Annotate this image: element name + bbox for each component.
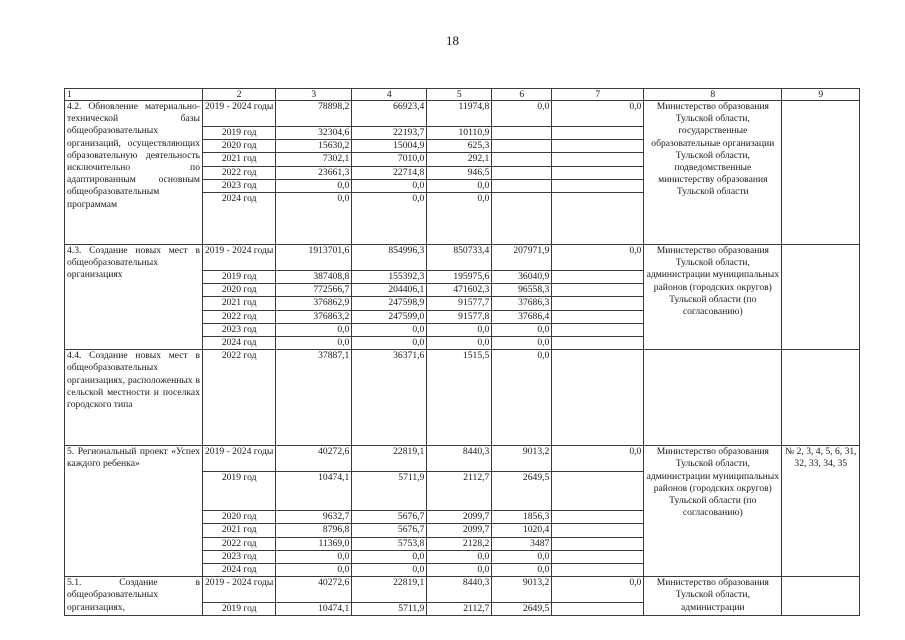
funding-value-c6: 2649,5 (492, 472, 552, 511)
funding-value-c5: 471602,3 (427, 284, 492, 297)
funding-value-c4: 854996,3 (352, 245, 427, 271)
funding-value-c5: 850733,4 (427, 245, 492, 271)
funding-value-c6: 1856,3 (492, 511, 552, 524)
funding-value-c4: 0,0 (352, 179, 427, 192)
funding-value-c7: 0,0 (552, 101, 644, 127)
funding-value-c3: 0,0 (276, 337, 352, 350)
period-cell (203, 245, 276, 271)
funding-value-c5: 1515,5 (427, 350, 492, 446)
period-label: 2021 год (221, 297, 257, 309)
table-row (65, 101, 860, 127)
activity-name-cell (65, 577, 203, 616)
period-cell (203, 472, 276, 511)
period-label: 2021 год (221, 524, 257, 536)
period-label: 2019 - 2024 годы (205, 245, 274, 257)
column-number-8: 8 (644, 89, 782, 101)
funding-value-c3: 772566,7 (276, 284, 352, 297)
period-cell (203, 101, 276, 127)
period-label: 2019 - 2024 годы (205, 446, 274, 458)
table-row (65, 446, 860, 472)
funding-value-c4: 66923,4 (352, 101, 427, 127)
period-label: 2023 год (221, 179, 257, 191)
period-label: 2019 год (221, 271, 257, 283)
period-label: 2022 год (221, 166, 257, 178)
period-label: 2019 год (221, 603, 257, 615)
funding-value-c7 (552, 153, 644, 166)
responsible-cell (644, 577, 782, 616)
period-cell (203, 153, 276, 166)
funding-value-c5: 2112,7 (427, 603, 492, 616)
funding-value-c4: 0,0 (352, 550, 427, 563)
funding-value-c5: 11974,8 (427, 101, 492, 127)
funding-value-c6 (492, 127, 552, 140)
period-cell (203, 140, 276, 153)
funding-value-c6: 37686,4 (492, 310, 552, 323)
funding-value-c7 (552, 310, 644, 323)
funding-value-c7: 0,0 (552, 577, 644, 603)
funding-value-c6: 0,0 (492, 550, 552, 563)
funding-value-c3: 32304,6 (276, 127, 352, 140)
funding-value-c6: 0,0 (492, 323, 552, 336)
funding-value-c3: 9632,7 (276, 511, 352, 524)
period-cell (203, 550, 276, 563)
funding-value-c6: 1020,4 (492, 524, 552, 537)
funding-value-c6: 0,0 (492, 350, 552, 446)
column-number-9: 9 (782, 89, 860, 101)
funding-value-c4: 5711,9 (352, 472, 427, 511)
funding-value-c6: 37686,3 (492, 297, 552, 310)
period-cell (203, 127, 276, 140)
activity-name: 5. Региональный проект «Успех каждого ребенка» (67, 446, 200, 470)
period-cell (203, 564, 276, 577)
funding-value-c3: 11369,0 (276, 537, 352, 550)
funding-value-c5: 2112,7 (427, 472, 492, 511)
period-cell (203, 193, 276, 245)
funding-value-c7 (552, 337, 644, 350)
funding-value-c5: 195975,6 (427, 271, 492, 284)
funding-value-c6 (492, 193, 552, 245)
funding-value-c4: 5753,8 (352, 537, 427, 550)
funding-value-c5: 2128,2 (427, 537, 492, 550)
period-cell (203, 446, 276, 472)
funding-value-c3: 376862,9 (276, 297, 352, 310)
activity-name-cell (65, 245, 203, 350)
funding-value-c5: 292,1 (427, 153, 492, 166)
funding-value-c7 (552, 472, 644, 511)
activity-name: 4.2. Обновление материально-технической базы общеобразовательных организаций, осуществляющих образовательную деятельность исключительно по адаптированным основным общеобразовательным программам (67, 101, 200, 210)
period-cell (203, 271, 276, 284)
period-label: 2024 год (221, 564, 257, 576)
funding-value-c4: 0,0 (352, 564, 427, 577)
funding-value-c5: 0,0 (427, 323, 492, 336)
funding-value-c5: 0,0 (427, 193, 492, 245)
activity-name: 4.4. Создание новых мест в общеобразовательных организациях, расположенных в сельской местности и поселках городского типа (67, 350, 200, 411)
funding-value-c3: 387408,8 (276, 271, 352, 284)
funding-value-c3: 0,0 (276, 193, 352, 245)
funding-value-c5: 2099,7 (427, 524, 492, 537)
funding-value-c4: 0,0 (352, 323, 427, 336)
funding-value-c3: 10474,1 (276, 472, 352, 511)
responsible-executor: Министерство образования Тульской области, государственные образовательные организации Тульской области, подведомственные министерству образования Тульской области (651, 101, 775, 198)
period-cell (203, 284, 276, 297)
funding-value-c3: 0,0 (276, 179, 352, 192)
funding-value-c7 (552, 193, 644, 245)
funding-value-c5: 0,0 (427, 550, 492, 563)
funding-value-c7 (552, 127, 644, 140)
funding-value-c5: 0,0 (427, 337, 492, 350)
funding-value-c3: 23661,3 (276, 166, 352, 179)
period-cell (203, 524, 276, 537)
funding-value-c7 (552, 550, 644, 563)
period-cell (203, 166, 276, 179)
responsible-cell (644, 350, 782, 446)
funding-value-c6: 3487 (492, 537, 552, 550)
funding-value-c4: 247598,9 (352, 297, 427, 310)
funding-value-c3: 0,0 (276, 323, 352, 336)
indicator-numbers: № 2, 3, 4, 5, 6, 31, 32, 33, 34, 35 (785, 446, 857, 470)
funding-value-c3: 40272,6 (276, 446, 352, 472)
funding-value-c4: 22714,8 (352, 166, 427, 179)
funding-value-c7 (552, 537, 644, 550)
funding-value-c3: 1913701,6 (276, 245, 352, 271)
funding-value-c3: 0,0 (276, 550, 352, 563)
funding-value-c5: 2099,7 (427, 511, 492, 524)
funding-value-c4: 204406,1 (352, 284, 427, 297)
funding-value-c6 (492, 179, 552, 192)
funding-value-c5: 0,0 (427, 564, 492, 577)
funding-value-c4: 155392,3 (352, 271, 427, 284)
period-cell (203, 337, 276, 350)
funding-value-c7 (552, 284, 644, 297)
funding-value-c3: 7302,1 (276, 153, 352, 166)
activity-name: 5.1. Создание в общеобразовательных организациях, (67, 577, 200, 613)
period-cell (203, 603, 276, 616)
period-cell (203, 511, 276, 524)
funding-value-c5: 91577,7 (427, 297, 492, 310)
funding-value-c4: 36371,6 (352, 350, 427, 446)
column-number-3: 3 (276, 89, 352, 101)
activity-name-cell (65, 446, 203, 577)
funding-value-c5: 8440,3 (427, 577, 492, 603)
activity-name: 4.3. Создание новых мест в общеобразовательных организациях (67, 245, 200, 281)
funding-value-c4: 15004,9 (352, 140, 427, 153)
funding-value-c3: 8796,8 (276, 524, 352, 537)
funding-value-c4: 22819,1 (352, 446, 427, 472)
funding-value-c6: 0,0 (492, 337, 552, 350)
funding-value-c3: 40272,6 (276, 577, 352, 603)
activity-name-cell (65, 101, 203, 245)
indicators-cell (782, 245, 860, 350)
period-label: 2019 год (221, 472, 257, 484)
funding-value-c5: 0,0 (427, 179, 492, 192)
funding-value-c7 (552, 271, 644, 284)
period-label: 2024 год (221, 193, 257, 205)
funding-value-c4: 247599,0 (352, 310, 427, 323)
period-cell (203, 350, 276, 446)
period-cell (203, 179, 276, 192)
indicators-cell (782, 350, 860, 446)
funding-value-c3: 78898,2 (276, 101, 352, 127)
funding-value-c7 (552, 350, 644, 446)
funding-value-c4: 22193,7 (352, 127, 427, 140)
funding-value-c6 (492, 140, 552, 153)
funding-value-c7 (552, 524, 644, 537)
funding-value-c3: 376863,2 (276, 310, 352, 323)
funding-value-c5: 625,3 (427, 140, 492, 153)
period-label: 2024 год (221, 337, 257, 349)
funding-value-c6 (492, 166, 552, 179)
funding-value-c6 (492, 153, 552, 166)
indicators-cell (782, 446, 860, 577)
funding-value-c7 (552, 297, 644, 310)
funding-value-c6: 36040,9 (492, 271, 552, 284)
period-cell (203, 537, 276, 550)
table-row (65, 577, 860, 603)
period-label: 2023 год (221, 550, 257, 562)
period-cell (203, 323, 276, 336)
responsible-executor: Министерство образования Тульской области, администрации муниципальных районов (городских округов) Тульской области (по согласованию) (646, 446, 780, 519)
funding-value-c6: 0,0 (492, 564, 552, 577)
period-label: 2020 год (221, 140, 257, 152)
period-label: 2023 год (221, 323, 257, 335)
funding-value-c4: 7010,0 (352, 153, 427, 166)
column-number-4: 4 (352, 89, 427, 101)
period-label: 2019 - 2024 годы (205, 577, 274, 589)
funding-value-c6: 9013,2 (492, 577, 552, 603)
funding-value-c4: 0,0 (352, 337, 427, 350)
funding-value-c6: 207971,9 (492, 245, 552, 271)
funding-value-c3: 15630,2 (276, 140, 352, 153)
funding-value-c6: 96558,3 (492, 284, 552, 297)
period-label: 2020 год (221, 511, 257, 523)
funding-value-c6: 9013,2 (492, 446, 552, 472)
period-cell (203, 577, 276, 603)
funding-value-c4: 22819,1 (352, 577, 427, 603)
table-row (65, 350, 860, 446)
funding-value-c3: 37887,1 (276, 350, 352, 446)
period-label: 2019 - 2024 годы (205, 101, 274, 112)
column-number-5: 5 (427, 89, 492, 101)
funding-value-c7: 0,0 (552, 446, 644, 472)
funding-value-c4: 5711,9 (352, 603, 427, 616)
responsible-cell (644, 446, 782, 577)
column-number-2: 2 (203, 89, 276, 101)
funding-value-c6: 0,0 (492, 101, 552, 127)
funding-value-c5: 10110,9 (427, 127, 492, 140)
funding-value-c4: 5676,7 (352, 524, 427, 537)
column-number-7: 7 (552, 89, 644, 101)
period-label: 2022 год (221, 537, 257, 549)
funding-value-c7 (552, 564, 644, 577)
funding-value-c6: 2649,5 (492, 603, 552, 616)
funding-value-c7 (552, 140, 644, 153)
funding-value-c3: 10474,1 (276, 603, 352, 616)
funding-value-c5: 946,5 (427, 166, 492, 179)
period-cell (203, 310, 276, 323)
program-funding-table (64, 88, 860, 616)
funding-value-c7 (552, 179, 644, 192)
period-label: 2020 год (221, 284, 257, 296)
responsible-cell (644, 101, 782, 245)
funding-value-c3: 0,0 (276, 564, 352, 577)
period-label: 2022 год (221, 310, 257, 322)
responsible-cell (644, 245, 782, 350)
period-cell (203, 297, 276, 310)
period-label: 2022 год (221, 350, 257, 362)
responsible-executor: Министерство образования Тульской области, администрации муниципальных районов (городских округов) Тульской области (по согласованию) (646, 245, 780, 318)
funding-value-c4: 0,0 (352, 193, 427, 245)
responsible-executor: Министерство образования Тульской области, администрации (656, 577, 769, 613)
column-number-6: 6 (492, 89, 552, 101)
funding-value-c7 (552, 323, 644, 336)
funding-value-c4: 5676,7 (352, 511, 427, 524)
indicators-cell (782, 577, 860, 616)
indicators-cell (782, 101, 860, 245)
funding-value-c7 (552, 511, 644, 524)
funding-value-c5: 91577,8 (427, 310, 492, 323)
funding-value-c7 (552, 603, 644, 616)
table-row (65, 245, 860, 271)
period-label: 2019 год (221, 127, 257, 138)
header-row (65, 89, 860, 101)
funding-value-c7 (552, 166, 644, 179)
period-label: 2021 год (221, 153, 257, 165)
funding-value-c5: 8440,3 (427, 446, 492, 472)
column-number-1: 1 (65, 89, 203, 101)
funding-value-c7: 0,0 (552, 245, 644, 271)
page-number: 18 (446, 33, 459, 48)
activity-name-cell (65, 350, 203, 446)
